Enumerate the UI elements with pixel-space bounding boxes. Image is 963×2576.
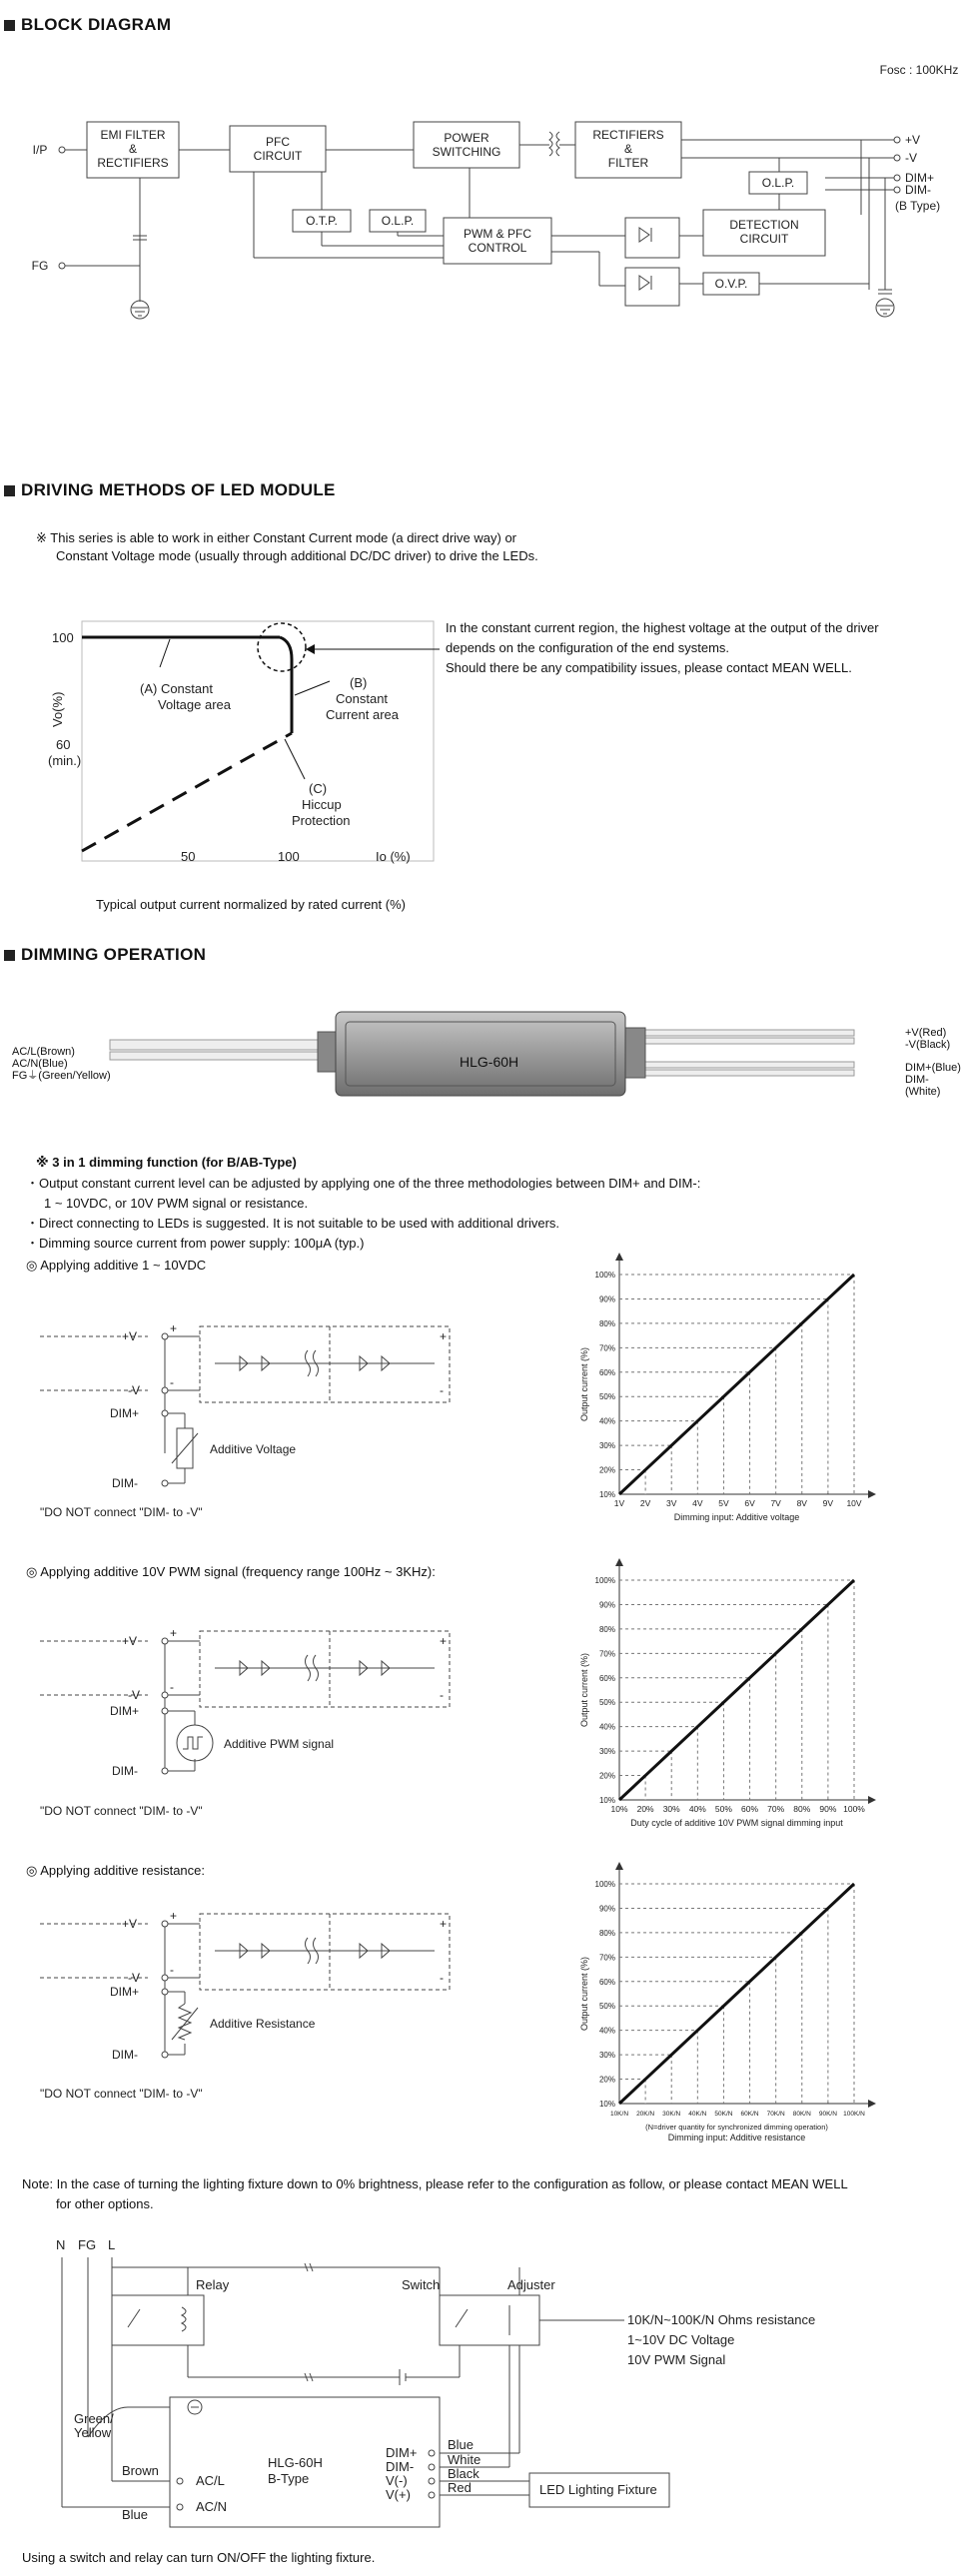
c3-plus: +: [170, 1909, 178, 1923]
ip-label: I/P: [32, 143, 48, 157]
y-tick-label: 100%: [594, 1880, 615, 1889]
driving-right-3: Should there be any compatibility issues, please contact MEAN WELL.: [446, 660, 852, 675]
c2-source-label: Additive PWM signal: [224, 1737, 335, 1751]
bullet-3-text: Dimming source current from power supply: 100μA (typ.): [39, 1236, 365, 1251]
pfc-line1: PFC: [266, 135, 290, 149]
x-tick-label: 100K/N: [843, 2111, 865, 2118]
x-axis-arrow: [868, 1490, 876, 1498]
x-tick-label: 20K/N: [636, 2111, 655, 2118]
detect-line2: CIRCUIT: [739, 232, 789, 246]
olp1-label: O.L.P.: [381, 214, 415, 228]
adj-line-1: 10K/N~100K/N Ohms resistance: [627, 2312, 816, 2327]
driving-caption: Typical output current normalized by rated current (%): [96, 897, 406, 912]
bullet-1: ・Output constant current level can be adjusted by applying one of the three methodologies between DIM+ and DIM-:: [26, 1176, 701, 1191]
bullet-3: ・Dimming source current from power supply: 100μA (typ.): [26, 1236, 365, 1251]
ovp-label: O.V.P.: [714, 277, 748, 291]
rect-line1: RECTIFIERS: [592, 128, 664, 142]
x-tick-label: 80K/N: [792, 2111, 811, 2118]
rect-line2: &: [623, 142, 633, 156]
c3-warning: "DO NOT connect "DIM- to -V": [40, 2087, 203, 2101]
pin-dimminus: DIM-: [386, 2459, 415, 2474]
x-tick-label: 30%: [662, 1804, 680, 1814]
c3-pin-vplus: +V: [122, 1917, 138, 1931]
fosc-label: Fosc : 100KHz: [879, 63, 959, 77]
c1-pin-vplus: +V: [122, 1329, 138, 1343]
y-axis-arrow: [615, 1253, 623, 1261]
section-title: DRIVING METHODS OF LED MODULE: [21, 480, 336, 499]
label-b-line2: Constant: [336, 691, 389, 706]
label-c-line1: (C): [309, 781, 328, 796]
emi-line3: RECTIFIERS: [97, 156, 169, 170]
x-tick-label: 3V: [666, 1498, 677, 1508]
x-tick-label: 30K/N: [662, 2111, 681, 2118]
x-tick-label: 20%: [636, 1804, 654, 1814]
driving-chart: [0, 599, 440, 919]
x-axis-arrow: [868, 1796, 876, 1804]
pwm-line2: CONTROL: [468, 241, 527, 255]
bullet-2: ・Direct connecting to LEDs is suggested. It is not suitable to be used with additional drivers.: [26, 1216, 560, 1231]
header-square-icon: [4, 950, 15, 961]
y-tick-min: (min.): [48, 753, 82, 768]
y-axis-arrow: [615, 1558, 623, 1566]
wire-vminus: -V(Black): [905, 1039, 951, 1051]
x-tick-label: 70K/N: [766, 2111, 785, 2118]
c3-load-minus: -: [440, 1971, 444, 1985]
y-tick-label: 30%: [598, 2051, 615, 2061]
y-tick-label: 50%: [598, 1392, 615, 1402]
pin-vplus: V(+): [386, 2487, 411, 2502]
x-tick-label: 100%: [843, 1804, 865, 1814]
green-yellow-1: Green/: [74, 2411, 114, 2426]
y-tick-label: 20%: [598, 1771, 615, 1781]
olp2-label: O.L.P.: [761, 176, 795, 190]
wire-fg: FG⏚(Green/Yellow): [12, 1070, 111, 1082]
bullet-1b: 1 ~ 10VDC, or 10V PWM signal or resistance.: [44, 1196, 309, 1211]
y-tick-label: 60%: [598, 1367, 615, 1377]
c1-warning: "DO NOT connect "DIM- to -V": [40, 1505, 203, 1519]
c2-plus: +: [170, 1626, 178, 1640]
x-tick-label: 50%: [714, 1804, 732, 1814]
c1-source-label: Additive Voltage: [210, 1442, 297, 1456]
wire-dimplus: DIM+(Blue): [905, 1062, 961, 1074]
y-tick-label: 80%: [598, 1624, 615, 1634]
label-c-line3: Protection: [292, 813, 351, 828]
driving-right-1: In the constant current region, the highest voltage at the output of the driver: [446, 620, 879, 635]
c3-minus: -: [170, 1963, 174, 1977]
c1-pin-vminus: -V: [128, 1383, 140, 1397]
out-dimminus: DIM-: [905, 183, 931, 197]
driver-model-label: HLG-60H: [460, 1054, 519, 1070]
x-tick-label: 5V: [718, 1498, 729, 1508]
y-tick-label: 80%: [598, 1928, 615, 1938]
label-a-line1: (A) Constant: [140, 681, 213, 696]
y-tick-label: 90%: [598, 1600, 615, 1610]
y-tick-label: 100%: [594, 1576, 615, 1585]
block-diagram: [0, 40, 963, 320]
fixture-label: LED Lighting Fixture: [539, 2482, 657, 2497]
y-tick-label: 100%: [594, 1271, 615, 1280]
switch-label: Switch: [402, 2277, 441, 2292]
note-line-1: Note: In the case of turning the lighting fixture down to 0% brightness, please refer to the configuration as follow, or please contact MEAN WELL: [22, 2176, 848, 2191]
wire-acn: AC/N(Blue): [12, 1058, 68, 1070]
y-tick-label: 10%: [598, 2100, 615, 2109]
section-title: DIMMING OPERATION: [21, 945, 207, 964]
y-tick-label: 30%: [598, 1441, 615, 1451]
y-tick-label: 50%: [598, 1698, 615, 1708]
series-line: [619, 1884, 854, 2104]
green-yellow-2: Yellow: [74, 2425, 112, 2440]
y-axis-label: Output current (%): [579, 1956, 589, 2032]
y-tick-label: 60%: [598, 1977, 615, 1987]
c1-pin-dimplus: DIM+: [110, 1406, 140, 1420]
y-tick-label: 90%: [598, 1294, 615, 1304]
c1-pin-dimminus: DIM-: [112, 1476, 138, 1490]
pin-dimplus: DIM+: [386, 2445, 418, 2460]
x-tick-50: 50: [181, 849, 196, 864]
y-tick-label: 90%: [598, 1904, 615, 1914]
out-vminus: -V: [905, 151, 917, 165]
out-vplus: +V: [905, 133, 921, 147]
circuit-1: [0, 1288, 519, 1528]
wire-vplus: +V(Red): [905, 1027, 947, 1039]
x-tick-label: 9V: [822, 1498, 834, 1508]
wire-blue: Blue: [122, 2507, 149, 2522]
y-tick-label: 40%: [598, 1416, 615, 1426]
wire-out-white: White: [448, 2452, 482, 2467]
otp-label: O.T.P.: [306, 214, 338, 228]
adj-line-2: 1~10V DC Voltage: [627, 2332, 735, 2347]
emi-line1: EMI FILTER: [100, 128, 166, 142]
x-axis-label: Dimming input: Additive resistance: [667, 2133, 806, 2143]
x-tick-label: 10V: [846, 1498, 862, 1508]
driver-model-1: HLG-60H: [268, 2455, 323, 2470]
wire-acl: AC/L(Brown): [12, 1046, 75, 1058]
x-tick-label: 40K/N: [688, 2111, 707, 2118]
section-header-block-diagram: [4, 14, 171, 36]
c1-minus: -: [170, 1375, 174, 1389]
x-tick-label: 10%: [610, 1804, 628, 1814]
c2-pin-vminus: -V: [128, 1688, 140, 1702]
label-a-line2: Voltage area: [158, 697, 232, 712]
driving-note-2: Constant Voltage mode (usually through additional DC/DC driver) to drive the LEDs.: [56, 548, 538, 563]
x-tick-label: 60%: [741, 1804, 759, 1814]
bullet-1-text: Output constant current level can be adjusted by applying one of the three methodologies between DIM+ and DIM-:: [39, 1176, 701, 1191]
c1-load-plus: +: [440, 1329, 448, 1343]
x-tick-label: 90%: [819, 1804, 837, 1814]
y-axis-label: Output current (%): [579, 1346, 589, 1422]
y-tick-label: 10%: [598, 1490, 615, 1499]
bullet-2-text: Direct connecting to LEDs is suggested. It is not suitable to be used with additional drivers.: [39, 1216, 560, 1231]
wire-out-red: Red: [448, 2480, 472, 2495]
x-tick-label: 80%: [793, 1804, 811, 1814]
dimming-chart-pwm: [559, 1554, 889, 1849]
y-tick-60: 60: [56, 737, 71, 752]
driving-right-2: depends on the configuration of the end systems.: [446, 640, 730, 655]
func-title: ※ 3 in 1 dimming function (for B/AB-Type): [36, 1155, 297, 1170]
btype-label: (B Type): [895, 199, 941, 213]
chart-note: (N=driver quantity for synchronized dimming operation): [645, 2123, 828, 2132]
x-tick-label: 50K/N: [714, 2111, 733, 2118]
series-line: [619, 1275, 854, 1494]
x-tick-label: 10K/N: [609, 2111, 629, 2118]
c2-minus: -: [170, 1680, 174, 1694]
driving-note-1: ※ This series is able to work in either Constant Current mode (a direct drive way) or: [36, 530, 517, 545]
emi-line2: &: [128, 142, 138, 156]
relay-fg: FG: [78, 2237, 97, 2252]
c1-load-minus: -: [440, 1383, 444, 1397]
c3-pin-dimplus: DIM+: [110, 1985, 140, 1999]
detect-line1: DETECTION: [729, 218, 799, 232]
y-tick-label: 40%: [598, 1722, 615, 1732]
x-tick-label: 90K/N: [818, 2111, 837, 2118]
relay-label: Relay: [196, 2277, 230, 2292]
wire-brown: Brown: [122, 2463, 159, 2478]
x-tick-label: 1V: [613, 1498, 625, 1508]
wire-dimminus: DIM-(White): [905, 1074, 941, 1098]
c3-pin-dimminus: DIM-: [112, 2048, 138, 2062]
c2-warning: "DO NOT connect "DIM- to -V": [40, 1804, 203, 1818]
c3-pin-vminus: -V: [128, 1971, 140, 1985]
x-axis-label: Dimming input: Additive voltage: [673, 1512, 800, 1522]
x-axis-arrow: [868, 2100, 876, 2108]
pwm-line1: PWM & PFC: [464, 227, 531, 241]
y-axis-arrow: [615, 1862, 623, 1870]
y-axis-label: Vo(%): [50, 691, 65, 727]
x-tick-label: 7V: [770, 1498, 781, 1508]
y-tick-label: 30%: [598, 1747, 615, 1757]
circuit-3: [0, 1890, 519, 2130]
dimming-chart-voltage: [559, 1249, 889, 1543]
c2-pin-dimplus: DIM+: [110, 1704, 140, 1718]
x-tick-100: 100: [278, 849, 300, 864]
out-dimplus: DIM+: [905, 171, 935, 185]
c1-plus: +: [170, 1321, 178, 1335]
pin-acn: AC/N: [196, 2499, 228, 2514]
c3-load-plus: +: [440, 1917, 448, 1931]
header-square-icon: [4, 485, 15, 496]
wire-out-black: Black: [448, 2466, 480, 2481]
x-tick-label: 60K/N: [740, 2111, 759, 2118]
dimming-chart-resistance: [559, 1858, 889, 2167]
x-tick-label: 6V: [744, 1498, 755, 1508]
label-c-line2: Hiccup: [302, 797, 342, 812]
c2-pin-vplus: +V: [122, 1634, 138, 1648]
y-tick-100: 100: [52, 630, 74, 645]
power-line2: SWITCHING: [432, 145, 501, 159]
fg-label: FG: [31, 259, 49, 273]
x-tick-label: 40%: [688, 1804, 706, 1814]
c2-load-minus: -: [440, 1688, 444, 1702]
y-tick-label: 80%: [598, 1318, 615, 1328]
c3-source-label: Additive Resistance: [210, 2017, 316, 2031]
circuit3-title: ◎ Applying additive resistance:: [26, 1863, 205, 1878]
y-tick-label: 50%: [598, 2002, 615, 2012]
c2-pin-dimminus: DIM-: [112, 1764, 138, 1778]
relay-l: L: [108, 2237, 116, 2252]
circuit-2: [0, 1593, 519, 1833]
adjuster-label: Adjuster: [507, 2277, 555, 2292]
wire-out-blue: Blue: [448, 2437, 475, 2452]
note-line-2: for other options.: [56, 2196, 154, 2211]
y-tick-label: 70%: [598, 1649, 615, 1659]
x-axis-label: Io (%): [376, 849, 411, 864]
relay-n: N: [56, 2237, 66, 2252]
pin-vminus: V(-): [386, 2473, 408, 2488]
label-b-line3: Current area: [326, 707, 399, 722]
bottom-caption: Using a switch and relay can turn ON/OFF the lighting fixture.: [22, 2550, 376, 2565]
y-tick-label: 60%: [598, 1673, 615, 1683]
y-tick-label: 20%: [598, 2075, 615, 2085]
x-tick-label: 4V: [692, 1498, 703, 1508]
power-line1: POWER: [444, 131, 489, 145]
y-tick-label: 40%: [598, 2026, 615, 2036]
x-tick-label: 70%: [767, 1804, 785, 1814]
x-tick-label: 8V: [796, 1498, 807, 1508]
series-line: [619, 1580, 854, 1800]
pfc-line2: CIRCUIT: [253, 149, 303, 163]
section-header-driving: [4, 479, 336, 501]
section-header-dimming: [4, 944, 206, 966]
pin-acl: AC/L: [196, 2473, 225, 2488]
x-axis-label: Duty cycle of additive 10V PWM signal dimming input: [630, 1818, 843, 1828]
y-tick-label: 70%: [598, 1953, 615, 1963]
c2-load-plus: +: [440, 1634, 448, 1648]
adj-line-3: 10V PWM Signal: [627, 2352, 726, 2367]
driver-model-2: B-Type: [268, 2471, 310, 2486]
relay-diagram: [0, 2227, 899, 2547]
rect-line3: FILTER: [607, 156, 649, 170]
section-title: BLOCK DIAGRAM: [21, 15, 172, 34]
y-axis-label: Output current (%): [579, 1652, 589, 1728]
y-tick-label: 20%: [598, 1465, 615, 1475]
circuit1-title: ◎ Applying additive 1 ~ 10VDC: [26, 1258, 207, 1273]
x-tick-label: 2V: [639, 1498, 651, 1508]
y-tick-label: 10%: [598, 1796, 615, 1805]
circuit2-title: ◎ Applying additive 10V PWM signal (frequency range 100Hz ~ 3KHz):: [26, 1564, 436, 1579]
header-square-icon: [4, 20, 15, 31]
y-tick-label: 70%: [598, 1343, 615, 1353]
label-b-line1: (B): [350, 675, 368, 690]
